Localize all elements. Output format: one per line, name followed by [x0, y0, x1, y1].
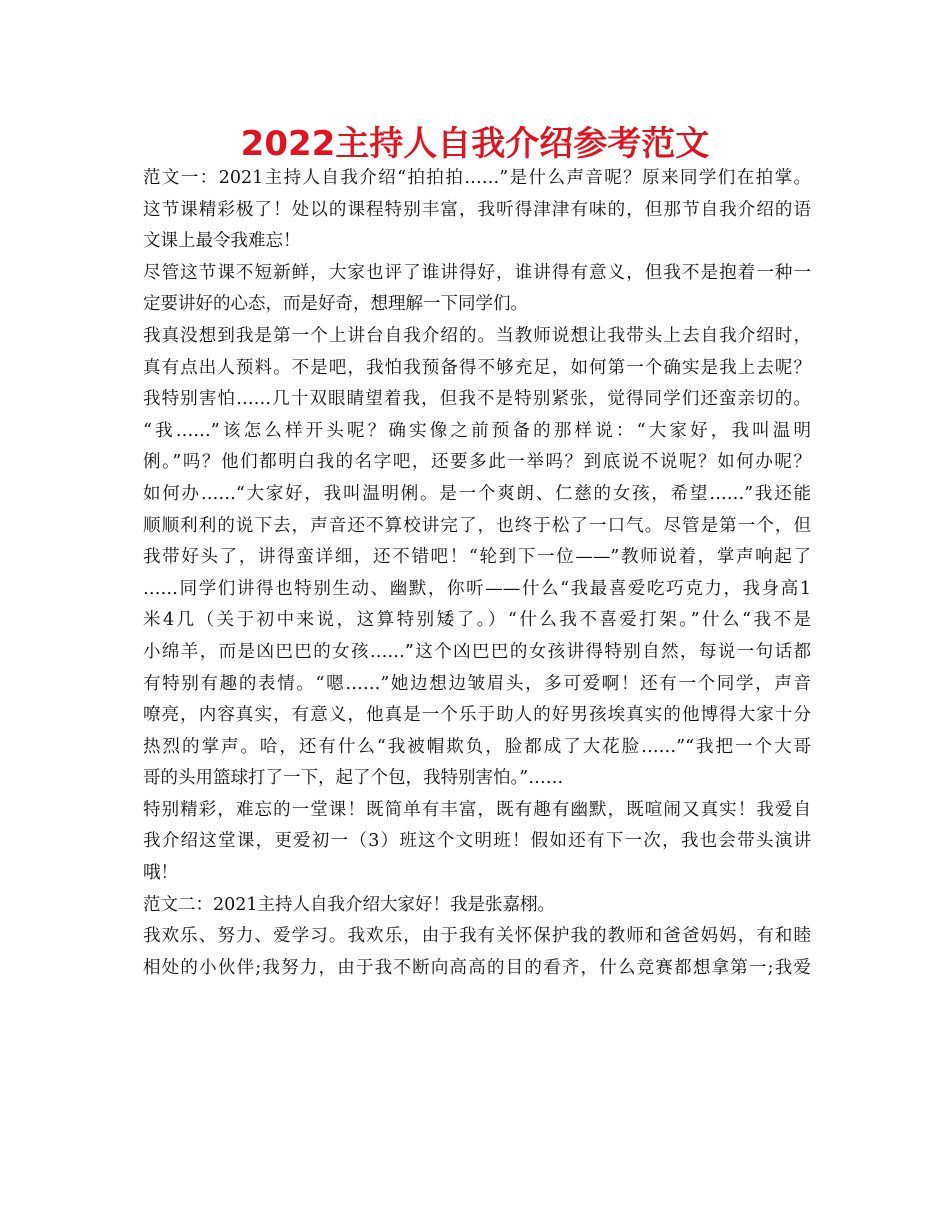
text-line: 特别精彩，难忘的一堂课！既简单有丰富，既有趣有幽默，既喧闹又真实！我爱自	[143, 799, 811, 820]
text-line: 小绵羊，而是凶巴巴的女孩……”这个凶巴巴的女孩讲得特别自然，每说一句话都	[143, 641, 811, 662]
text-line: 相处的小伙伴;我努力，由于我不断向高高的目的看齐，什么竞赛都想拿第一;我爱	[143, 957, 811, 978]
text-line: 有特别有趣的表情。“嗯……”她边想边皱眉头，多可爱啊！还有一个同学，声音	[143, 673, 811, 694]
text-line: 这节课精彩极了！处以的课程特别丰富，我听得津津有味的，但那节自我介绍的语	[143, 199, 811, 220]
text-line: 我欢乐、努力、爱学习。我欢乐，由于我有关怀保护我的教师和爸爸妈妈，有和睦	[143, 926, 811, 947]
document-body	[143, 163, 811, 984]
text-line: 顺顺利利的说下去，声音还不算校讲完了，也终于松了一口气。尽管是第一个，但	[143, 515, 811, 536]
text-line: 范文二：2021主持人自我介绍大家好！我是张嘉栩。	[143, 894, 556, 915]
text-line: 范文一：2021主持人自我介绍“拍拍拍……”是什么声音呢？原来同学们在拍掌。	[143, 168, 811, 188]
text-line: 文课上最令我难忘！	[143, 231, 301, 252]
document-title: 2022主持人自我介绍参考范文	[240, 124, 710, 164]
text-line: 我介绍这堂课，更爱初一（3）班这个文明班！假如还有下一次，我也会带头演讲	[143, 831, 811, 852]
text-line: 哥的头用篮球打了一下，起了个包，我特别害怕。”……	[143, 768, 564, 789]
text-line: 俐。”吗？他们都明白我的名字吧，还要多此一举吗？到底说不说呢？如何办呢？	[143, 452, 811, 473]
text-line: 我带好头了，讲得蛮详细，还不错吧！“轮到下一位——”教师说着，掌声响起了	[143, 547, 811, 568]
text-line: 如何办……“大家好，我叫温明俐。是一个爽朗、仁慈的女孩，希望……”我还能	[143, 483, 811, 504]
text-line: 热烈的掌声。哈，还有什么“我被帽欺负，脸都成了大花脸……”“我把一个大哥	[143, 736, 811, 757]
text-line: 我特别害怕……几十双眼睛望着我，但我不是特别紧张，觉得同学们还蛮亲切的。	[143, 389, 811, 410]
text-line: 我真没想到我是第一个上讲台自我介绍的。当教师说想让我带头上去自我介绍时，	[143, 325, 811, 346]
text-line: 真有点出人预料。不是吧，我怕我预备得不够充足，如何第一个确实是我上去呢？	[143, 357, 811, 378]
text-line: 尽管这节课不短新鲜，大家也评了谁讲得好，谁讲得有意义，但我不是抱着一种一	[143, 262, 811, 283]
text-line: 米4几（关于初中来说，这算特别矮了。）“什么我不喜爱打架。”什么“我不是	[143, 610, 811, 631]
text-line: 哦！	[143, 863, 178, 884]
text-line: “我……”该怎么样开头呢？确实像之前预备的那样说：“大家好，我叫温明	[143, 420, 811, 441]
text-line: 定要讲好的心态，而是好奇，想理解一下同学们。	[143, 294, 528, 315]
text-line: 嘹亮，内容真实，有意义，他真是一个乐于助人的好男孩埃真实的他博得大家十分	[143, 705, 811, 726]
text-line: ……同学们讲得也特别生动、幽默，你听——什么“我最喜爱吃巧克力，我身高1	[143, 578, 811, 599]
